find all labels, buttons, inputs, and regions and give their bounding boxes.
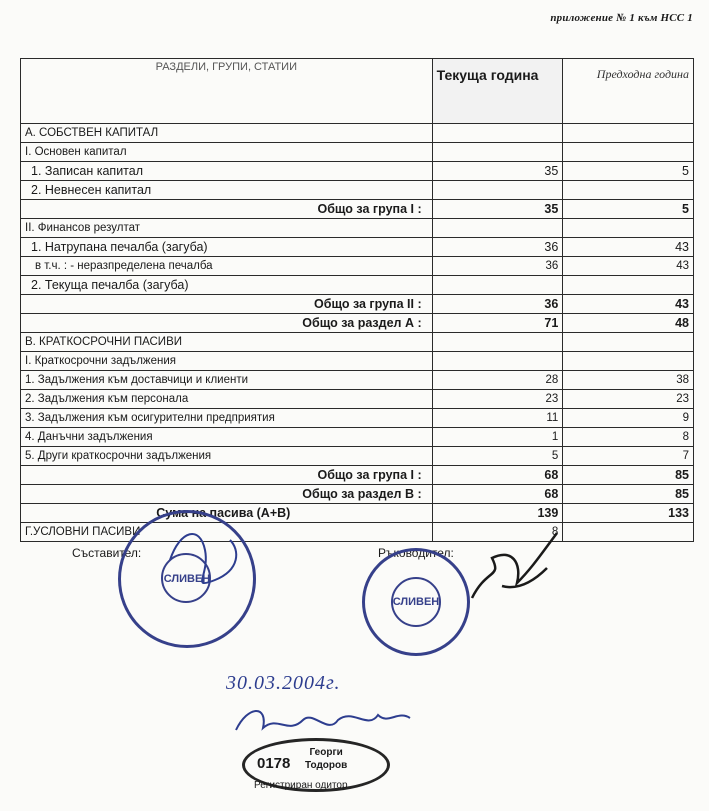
auditor-first-name: Георги (309, 747, 343, 758)
table-row (21, 523, 694, 542)
signing-date: 30.03.2004г. (226, 672, 341, 694)
previous-value: 38 (563, 371, 694, 390)
section-header: РАЗДЕЛИ, ГРУПИ, СТАТИИ (21, 59, 433, 124)
table-row (21, 485, 694, 504)
row-label: Общо за група I : (21, 466, 433, 485)
table-row (21, 295, 694, 314)
row-label: I. Краткосрочни задължения (21, 352, 433, 371)
current-value (432, 276, 563, 295)
row-label: А. СОБСТВЕН КАПИТАЛ (21, 124, 433, 143)
previous-value: 8 (563, 428, 694, 447)
auditor-name (305, 746, 347, 772)
current-value (432, 352, 563, 371)
table-row (21, 314, 694, 333)
row-label: 1. Записан капитал (21, 162, 433, 181)
current-value: 36 (432, 238, 563, 257)
row-label: I. Основен капитал (21, 143, 433, 162)
table-row (21, 371, 694, 390)
table-row (21, 124, 694, 143)
stamp-city: СЛИВЕН (163, 573, 211, 585)
previous-value: 85 (563, 466, 694, 485)
current-value: 35 (432, 162, 563, 181)
previous-value: 43 (563, 238, 694, 257)
table-row (21, 200, 694, 219)
current-value: 8 (432, 523, 563, 542)
table-row (21, 390, 694, 409)
current-value (432, 333, 563, 352)
previous-value: 5 (563, 200, 694, 219)
table-row (21, 333, 694, 352)
auditor-title: Регистриран одитор (254, 780, 348, 791)
previous-value: 43 (563, 257, 694, 276)
current-value (432, 219, 563, 238)
table-row (21, 181, 694, 200)
current-value: 35 (432, 200, 563, 219)
previous-value (563, 523, 694, 542)
row-label: В. КРАТКОСРОЧНИ ПАСИВИ (21, 333, 433, 352)
current-value: 5 (432, 447, 563, 466)
row-label: 3. Задължения към осигурителни предприятия (21, 409, 433, 428)
current-value: 11 (432, 409, 563, 428)
row-label: 2. Текуща печалба (загуба) (21, 276, 433, 295)
previous-year-header: Предходна година (563, 59, 694, 124)
manager-label: Ръководител: (378, 546, 454, 560)
row-label: Общо за група II : (21, 295, 433, 314)
current-value: 23 (432, 390, 563, 409)
row-label: Общо за раздел А : (21, 314, 433, 333)
row-label: II. Финансов резултат (21, 219, 433, 238)
current-value: 68 (432, 466, 563, 485)
compiler-signature (160, 520, 250, 600)
table-row (21, 143, 694, 162)
row-label: 4. Данъчни задължения (21, 428, 433, 447)
current-value (432, 143, 563, 162)
table-row (21, 466, 694, 485)
table-row (21, 162, 694, 181)
previous-value: 43 (563, 295, 694, 314)
previous-value: 85 (563, 485, 694, 504)
previous-value (563, 181, 694, 200)
current-value (432, 124, 563, 143)
row-label: в т.ч. : - неразпределена печалба (21, 257, 433, 276)
row-label: 2. Невнесен капитал (21, 181, 433, 200)
current-value: 36 (432, 295, 563, 314)
previous-value (563, 276, 694, 295)
previous-value: 23 (563, 390, 694, 409)
row-label: 2. Задължения към персонала (21, 390, 433, 409)
previous-value: 7 (563, 447, 694, 466)
manager-signature (462, 528, 562, 612)
current-value: 36 (432, 257, 563, 276)
auditor-number: 0178 (257, 755, 291, 772)
table-row (21, 238, 694, 257)
previous-value (563, 219, 694, 238)
current-value (432, 181, 563, 200)
current-value: 68 (432, 485, 563, 504)
row-label: Общо за раздел В : (21, 485, 433, 504)
previous-value (563, 124, 694, 143)
table-row (21, 352, 694, 371)
table-row (21, 447, 694, 466)
previous-value: 9 (563, 409, 694, 428)
appendix-label: приложение № 1 към НСС 1 (550, 12, 693, 24)
row-label: Общо за група I : (21, 200, 433, 219)
compiler-label: Съставител: (72, 546, 142, 560)
previous-value: 133 (563, 504, 694, 523)
table-row (21, 428, 694, 447)
table-header (21, 59, 694, 124)
row-label: Г.УСЛОВНИ ПАСИВИ (21, 523, 433, 542)
table-row (21, 504, 694, 523)
current-year-header: Текуща година (432, 59, 563, 124)
current-value: 71 (432, 314, 563, 333)
table-row (21, 219, 694, 238)
stamp-city: СЛИВЕН (392, 596, 440, 608)
auditor-last-name: Тодоров (305, 760, 348, 771)
current-value: 1 (432, 428, 563, 447)
current-value: 28 (432, 371, 563, 390)
row-label: Сума на пасива (А+В) (21, 504, 433, 523)
table-row (21, 276, 694, 295)
current-value: 139 (432, 504, 563, 523)
table-row (21, 409, 694, 428)
table-row (21, 257, 694, 276)
previous-value: 48 (563, 314, 694, 333)
balance-table (20, 58, 694, 542)
row-label: 1. Задължения към доставчици и клиенти (21, 371, 433, 390)
previous-value (563, 143, 694, 162)
previous-value: 5 (563, 162, 694, 181)
previous-value (563, 333, 694, 352)
row-label: 1. Натрупана печалба (загуба) (21, 238, 433, 257)
company-stamp (362, 548, 470, 656)
previous-value (563, 352, 694, 371)
row-label: 5. Други краткосрочни задължения (21, 447, 433, 466)
